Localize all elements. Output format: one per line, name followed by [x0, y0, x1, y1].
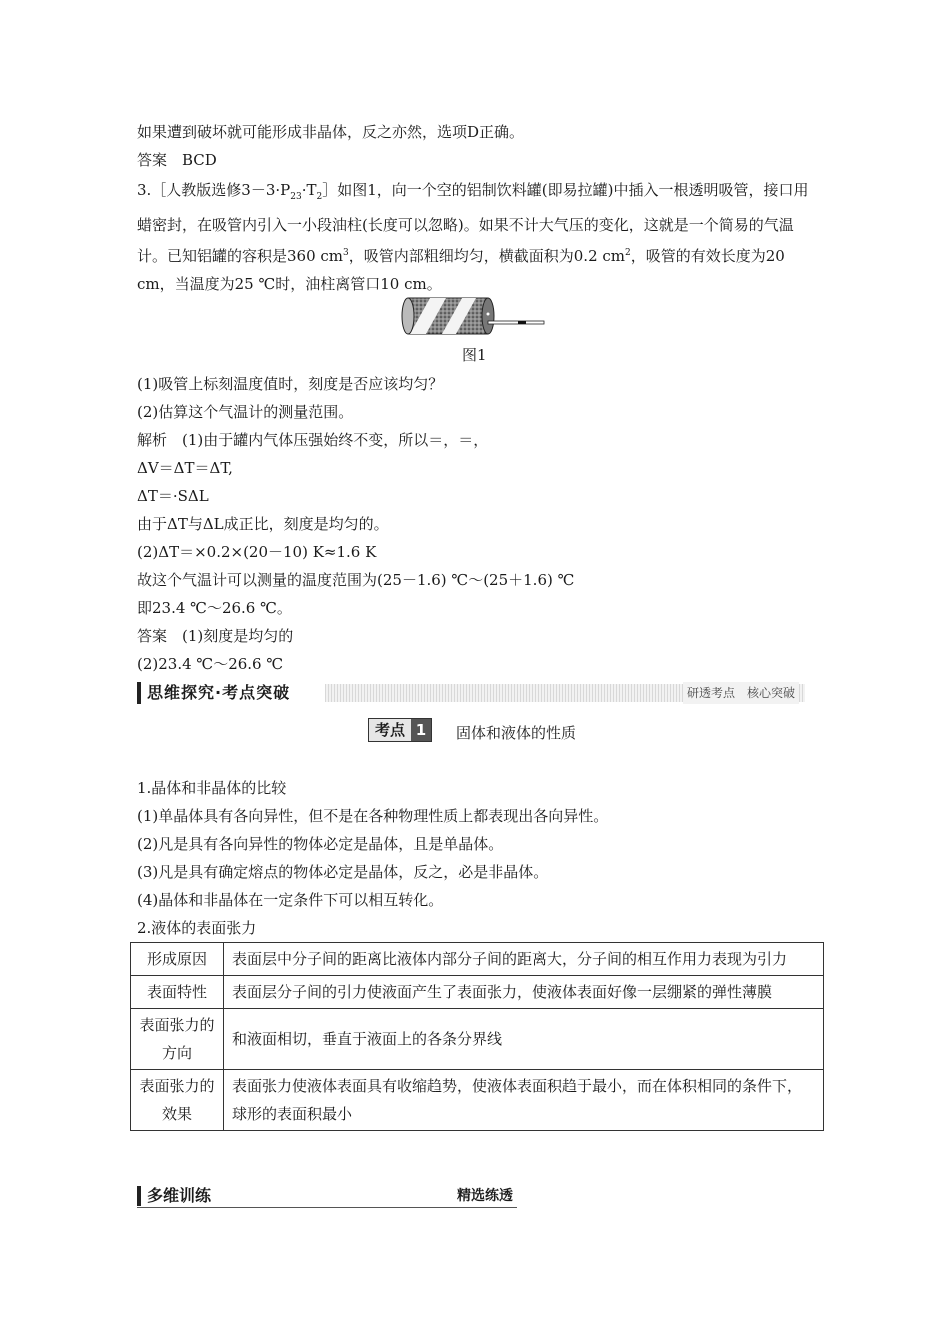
table-row — [131, 943, 824, 976]
table-row — [131, 976, 824, 1009]
solution-line: 由于ΔT与ΔL成正比，刻度是均匀的。 — [137, 515, 389, 533]
answer-line: 答案 (1)刻度是均匀的 — [137, 627, 294, 645]
solution-line: ΔV＝ΔT＝ΔT, — [137, 459, 233, 477]
section-subtitle: 研透考点 核心突破 — [683, 682, 799, 704]
kaodian-title: 固体和液体的性质 — [456, 724, 577, 742]
point-line: (3)凡是具有确定熔点的物体必定是晶体，反之，必是非晶体。 — [137, 863, 549, 881]
surface-tension-table — [130, 942, 824, 1131]
point-heading: 2.液体的表面张力 — [137, 919, 257, 937]
training-subtitle: 精选练透 — [457, 1188, 513, 1204]
kaodian-label: 考点 — [369, 719, 411, 741]
solution-line: 即23.4 ℃～26.6 ℃。 — [137, 599, 292, 617]
can-thermometer-figure — [400, 292, 550, 342]
row-content: 表面层分子间的引力使液面产生了表面张力，使液体表面好像一层绷紧的弹性薄膜 — [224, 976, 824, 1009]
kaodian-number: 1 — [411, 719, 431, 741]
point-heading: 1.晶体和非晶体的比较 — [137, 779, 287, 797]
training-header — [137, 1186, 517, 1206]
point-line: (2)凡是具有各向异性的物体必定是晶体，且是单晶体。 — [137, 835, 504, 853]
row-head: 表面张力的方向 — [131, 1009, 224, 1070]
question-1: (1)吸管上标刻温度值时，刻度是否应该均匀？ — [137, 375, 444, 393]
section-title: 思维探究·考点突破 — [137, 682, 296, 704]
point-line: (1)单晶体具有各向异性，但不是在各种物理性质上都表现出各向异性。 — [137, 807, 609, 825]
answer-line: 答案 BCD — [137, 151, 217, 169]
training-underline — [137, 1207, 517, 1208]
section-banner — [137, 682, 805, 704]
solution-line: (2)ΔT＝×0.2×(20－10) K≈1.6 K — [137, 543, 377, 561]
row-head: 表面张力的效果 — [131, 1070, 224, 1131]
kaodian-badge — [368, 718, 432, 742]
row-content: 和液面相切，垂直于液面上的各条分界线 — [224, 1009, 824, 1070]
row-head: 表面特性 — [131, 976, 224, 1009]
text-line: 如果遭到破坏就可能形成非晶体，反之亦然，选项D正确。 — [137, 123, 525, 141]
table-row — [131, 1009, 824, 1070]
row-head: 形成原因 — [131, 943, 224, 976]
row-content: 表面层中分子间的距离比液体内部分子间的距离大，分子间的相互作用力表现为引力 — [224, 943, 824, 976]
figure-caption: 图1 — [462, 346, 487, 364]
row-content: 表面张力使液体表面具有收缩趋势，使液体表面积趋于最小，而在体积相同的条件下，球形的表面积最小 — [224, 1070, 824, 1131]
solution-line: 故这个气温计可以测量的温度范围为(25－1.6) ℃～(25＋1.6) ℃ — [137, 571, 575, 589]
answer-line: (2)23.4 ℃～26.6 ℃ — [137, 655, 284, 673]
solution-line: ΔT＝·SΔL — [137, 487, 209, 505]
question-2: (2)估算这个气温计的测量范围。 — [137, 403, 354, 421]
problem-3: 3.［人教版选修$3-3\cdot P_{23}\cdot T_2]$如图1，向一个空的铝制饮料罐(即易拉罐)中插入一根透明吸管，接口用蜡密封，在吸管内引入一小段油柱(长度可以忽略)。如果不计大气压的变化，这就是一个简易的气温计。已知铝罐的容积是360 $cm^3$，吸管内部粗细均匀，横截面积为0.2 $cm^2$，吸管的有效长度为20 cm，当温度为25 ℃时，油柱离管口10 cm。 — [137, 181, 809, 293]
point-line: (4)晶体和非晶体在一定条件下可以相互转化。 — [137, 891, 444, 909]
table-row — [131, 1070, 824, 1131]
training-title: 多维训练 — [137, 1186, 211, 1206]
solution-line: 解析 (1)由于罐内气体压强始终不变，所以＝，＝， — [137, 431, 489, 449]
